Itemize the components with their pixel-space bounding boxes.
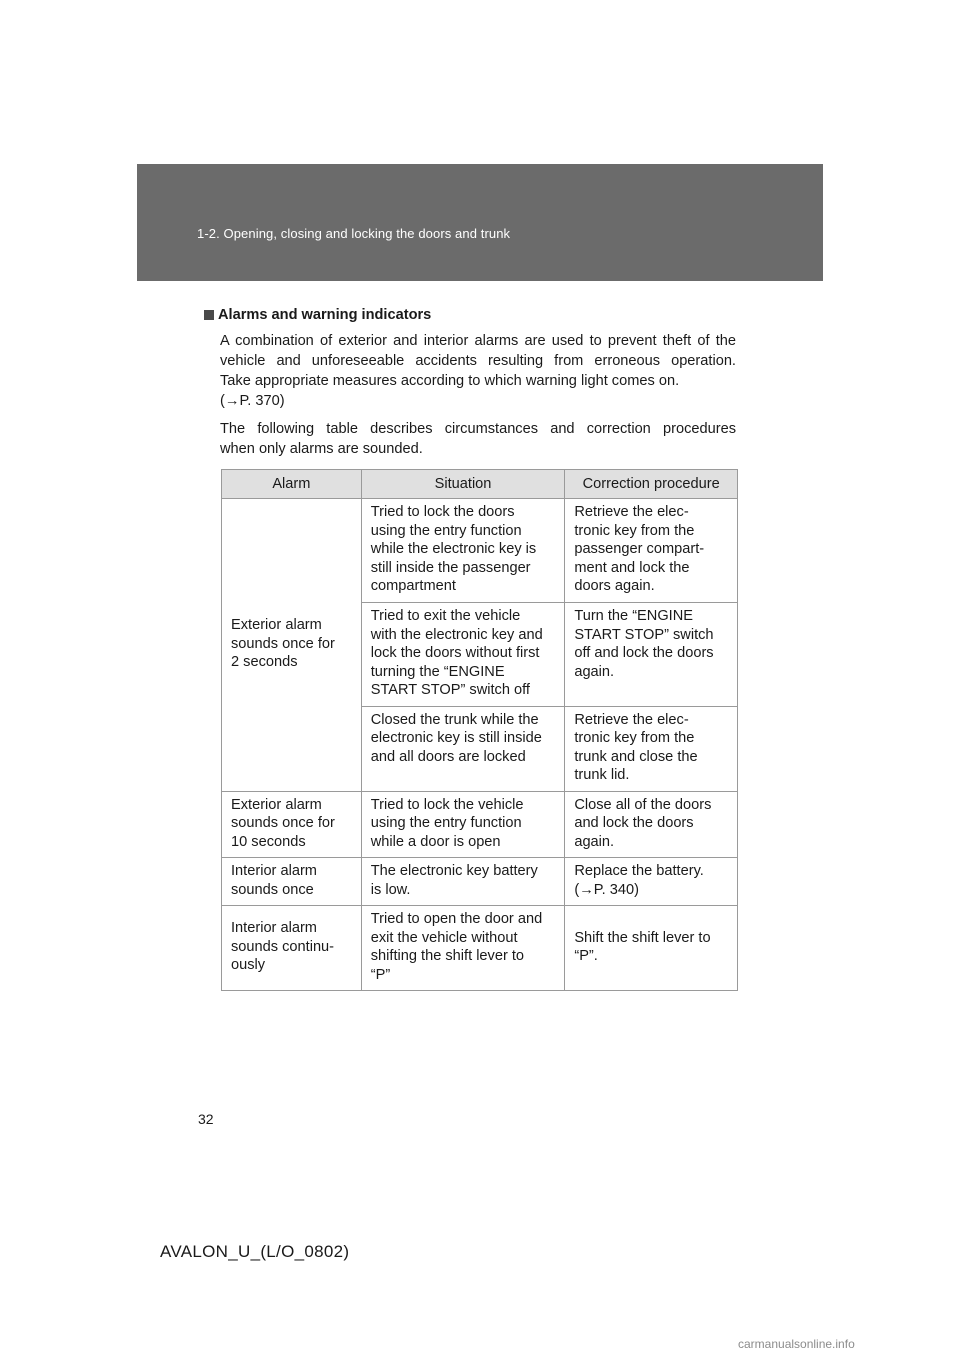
correction-cell <box>565 791 738 858</box>
situation-line: turning the “ENGINE <box>370 663 505 680</box>
correction-line: Retrieve the elec- <box>574 504 689 520</box>
situation-cell <box>361 858 565 906</box>
correction-line: trunk and close the <box>574 748 698 765</box>
situation-line: still inside the passenger <box>370 559 531 576</box>
table-row <box>222 499 738 603</box>
alarm-cell <box>222 791 362 858</box>
correction-line: ment and lock the <box>574 559 690 576</box>
table-intro-line: The following table describes circumstances and correction procedures <box>220 421 736 437</box>
alarm-line: Interior alarm <box>231 863 317 879</box>
correction-line: Turn the “ENGINE <box>574 608 694 624</box>
correction-cell <box>565 706 738 791</box>
alarm-cell <box>222 499 362 792</box>
correction-line: off and lock the doors <box>574 645 714 661</box>
alarm-line: sounds continu- <box>231 938 335 955</box>
header-correction: Correction procedure <box>565 470 738 499</box>
correction-line: Replace the battery. <box>574 863 704 879</box>
header-alarm: Alarm <box>222 470 362 499</box>
header-band <box>137 164 823 281</box>
situation-line: electronic key is still inside <box>370 730 542 746</box>
correction-line: tronic key from the <box>574 522 695 539</box>
situation-line: shifting the shift lever to <box>370 948 525 964</box>
section-title: 1-2. Opening, closing and locking the doors and trunk <box>197 226 511 241</box>
situation-line: exit the vehicle without <box>370 929 518 946</box>
square-bullet-icon <box>204 310 214 320</box>
correction-line: “P”. <box>574 948 598 964</box>
situation-line: lock the doors without first <box>370 645 540 661</box>
correction-line: again. <box>574 663 615 680</box>
correction-cell <box>565 499 738 603</box>
table-row <box>222 858 738 906</box>
table-row <box>222 791 738 858</box>
situation-line: Tried to exit the vehicle <box>370 608 521 624</box>
situation-line: Tried to lock the vehicle <box>370 796 524 813</box>
situation-line: with the electronic key and <box>370 626 543 643</box>
correction-line: START STOP” switch <box>574 626 714 643</box>
alarm-line: sounds once for <box>231 815 335 831</box>
situation-cell <box>361 499 565 603</box>
situation-cell <box>361 603 565 707</box>
situation-line: Tried to lock the doors <box>370 504 515 520</box>
section-heading <box>204 305 736 325</box>
alarm-line: Exterior alarm <box>231 617 322 633</box>
correction-line: trunk lid. <box>574 767 630 783</box>
alarm-line: sounds once <box>231 881 314 898</box>
alarm-cell <box>222 858 362 906</box>
situation-line: while a door is open <box>370 833 501 850</box>
alarm-cell <box>222 906 362 991</box>
intro-line: vehicle and unforeseeable accidents resulting from erroneous operation. <box>220 353 736 369</box>
situation-line: compartment <box>370 578 456 594</box>
correction-cell <box>565 858 738 906</box>
alarm-table <box>221 469 738 991</box>
correction-line: again. <box>574 833 615 850</box>
correction-line: doors again. <box>574 578 655 594</box>
header-situation: Situation <box>361 470 565 499</box>
alarm-line: 10 seconds <box>231 833 306 850</box>
correction-line: tronic key from the <box>574 730 695 746</box>
situation-line: START STOP” switch off <box>370 682 530 698</box>
alarm-line: ously <box>231 957 266 974</box>
heading-text: Alarms and warning indicators <box>218 307 432 323</box>
correction-line: Shift the shift lever to <box>574 929 711 946</box>
table-intro-paragraph <box>220 419 736 459</box>
situation-line: while the electronic key is <box>370 541 537 557</box>
situation-line: Closed the trunk while the <box>370 711 539 728</box>
correction-cell <box>565 603 738 707</box>
situation-line: Tried to open the door and <box>370 911 543 927</box>
alarm-line: sounds once for <box>231 635 335 652</box>
situation-line: using the entry function <box>370 815 522 831</box>
correction-line: (→P. 340) <box>574 881 639 898</box>
correction-cell <box>565 906 738 991</box>
intro-line: A combination of exterior and interior alarms are used to prevent theft of the <box>220 333 736 349</box>
alarm-line: Interior alarm <box>231 920 317 937</box>
alarm-line: 2 seconds <box>231 654 298 670</box>
watermark: carmanualsonline.info <box>738 1337 855 1351</box>
page-reference: (→P. 370) <box>220 393 285 409</box>
situation-line: The electronic key battery <box>370 863 538 879</box>
situation-cell <box>361 706 565 791</box>
content-area <box>204 305 736 459</box>
correction-line: Close all of the doors <box>574 796 712 813</box>
situation-line: is low. <box>370 881 411 898</box>
situation-cell <box>361 791 565 858</box>
situation-line: “P” <box>370 966 391 983</box>
alarm-line: Exterior alarm <box>231 796 322 813</box>
situation-line: and all doors are locked <box>370 748 526 765</box>
situation-cell <box>361 906 565 991</box>
table-intro-line: when only alarms are sounded. <box>220 441 423 457</box>
intro-paragraph <box>220 331 736 411</box>
correction-line: Retrieve the elec- <box>574 711 689 728</box>
table-row <box>222 906 738 991</box>
situation-line: using the entry function <box>370 522 522 539</box>
table-header-row <box>222 470 738 499</box>
correction-line: and lock the doors <box>574 815 694 831</box>
intro-line: Take appropriate measures according to which warning light comes on. <box>220 373 680 389</box>
correction-line: passenger compart- <box>574 541 705 557</box>
page-number: 32 <box>198 1111 214 1127</box>
footer-code: AVALON_U_(L/O_0802) <box>160 1242 350 1261</box>
